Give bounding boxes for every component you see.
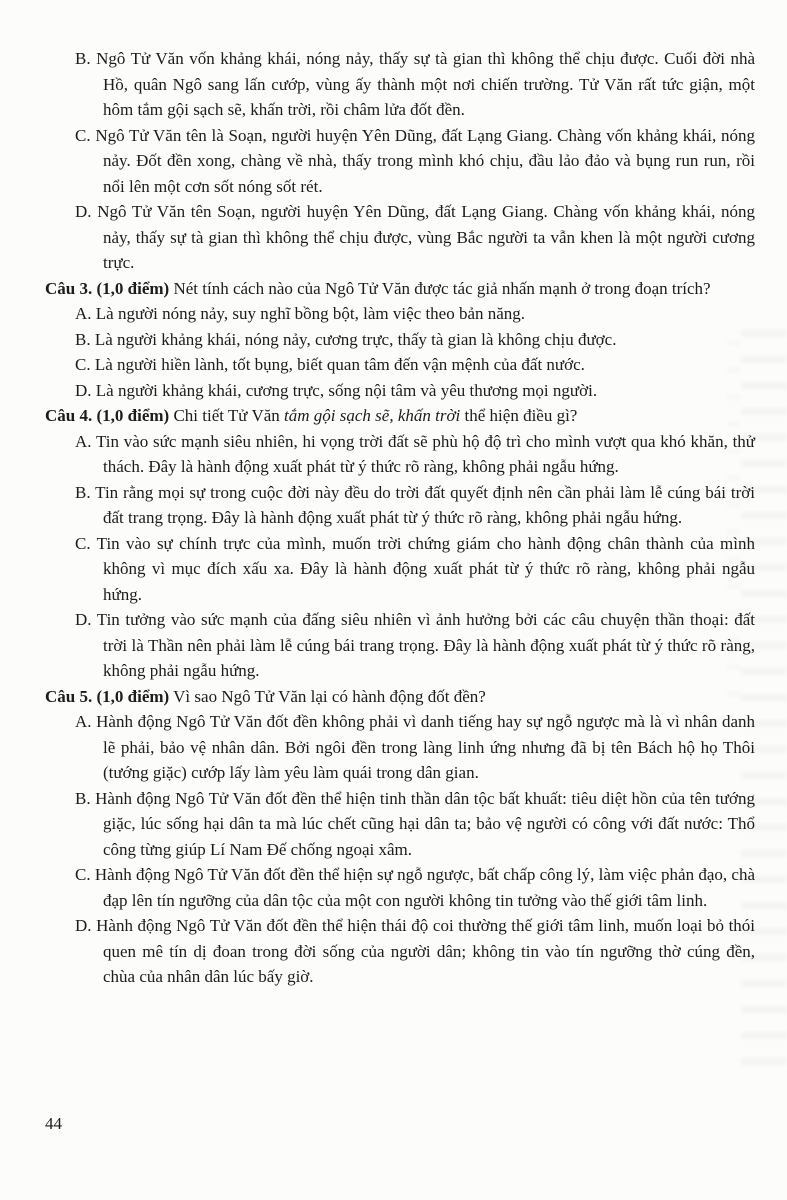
answer-option-b (75, 480, 755, 531)
question-text: Nét tính cách nào của Ngô Tử Văn được tác giả nhấn mạnh ở trong đoạn trích? (173, 278, 711, 298)
answer-option-d (75, 607, 755, 684)
answer-option-c (75, 352, 755, 378)
answer-option-a (75, 429, 755, 480)
answer-option-b (75, 46, 755, 123)
answer-option-c (75, 123, 755, 200)
option-text: Hành động Ngô Tử Văn đốt đền thể hiện tinh thần dân tộc bất khuất: tiêu diệt hồn của tên tướng giặc, lúc sống hại dân ta mà lúc chết cũng hại dân ta; bảo vệ người có công với đất nước: Thổ công từng giúp Lí Nam Đế chống ngoại xâm. (95, 788, 755, 859)
answer-option-d (75, 378, 755, 404)
option-text: Là người khảng khái, nóng nảy, cương trực, thấy tà gian là không chịu được. (94, 329, 617, 349)
answer-option-b (75, 327, 755, 353)
option-text: Là người nóng nảy, suy nghĩ bồng bột, làm việc theo bản năng. (95, 304, 526, 323)
question-text: Vì sao Ngô Tử Văn lại có hành động đốt đền? (173, 686, 486, 706)
question-3-options (75, 301, 755, 403)
option-letter: C. (75, 533, 91, 553)
option-text: Tin vào sức mạnh siêu nhiên, hi vọng trời đất sẽ phù hộ độ trì cho mình vượt qua khó khăn, thử thách. Đây là hành động xuất phát từ ý thức rõ ràng, không phải ngẫu hứng. (95, 431, 756, 476)
option-text: Tin rằng mọi sự trong cuộc đời này đều do trời đất quyết định nên cần phải làm lễ cúng bái trời đất trang trọng. Đây là hành động xuất phát từ ý thức rõ ràng, không phải ngẫu hứng. (95, 482, 755, 527)
question-4-options (75, 429, 755, 684)
question-3 (45, 276, 755, 302)
question-quote-italic: tắm gội sạch sẽ, khấn trời (284, 406, 461, 425)
question-text: Chi tiết Tử Văn (173, 406, 280, 425)
page-number: 44 (45, 1114, 62, 1133)
question-label: Câu 4. (1,0 điểm) (45, 406, 170, 425)
question-label: Câu 3. (1,0 điểm) (45, 278, 170, 298)
question-5-options (75, 709, 755, 990)
option-letter: C. (75, 125, 91, 145)
option-letter: B. (75, 329, 91, 349)
answer-option-a (75, 709, 755, 786)
option-text: Ngô Tử Văn tên là Soạn, người huyện Yên Dũng, đất Lạng Giang. Chàng vốn khảng khái, nóng nảy. Đốt đền xong, chàng về nhà, thấy trong mình khó chịu, đầu lảo đảo và bụng run run, rồi nổi lên một cơn sốt nóng sốt rét. (95, 125, 755, 196)
option-letter: A. (75, 304, 92, 323)
option-letter: A. (75, 431, 92, 451)
option-letter: B. (75, 49, 91, 68)
option-text: Tin tưởng vào sức mạnh của đấng siêu nhiên vì ảnh hưởng bởi các câu chuyện thần thoại: đất trời là Thần nên phải làm lễ cúng bái trang trọng. Đây là hành động xuất phát từ ý thức rõ ràng, không phải ngẫu hứng. (96, 610, 756, 680)
option-text: Hành động Ngô Tử Văn đốt đền không phải vì danh tiếng hay sự ngỗ ngược mà là vì nhân danh lẽ phải, bảo vệ nhân dân. Bởi ngôi đền trong làng linh ứng nhưng đã bị tên Bách hộ họ Thôi (tướng giặc) cướp lấy làm yêu làm quái trong dân gian. (96, 712, 755, 782)
top-options-group (75, 46, 755, 276)
option-letter: B. (75, 788, 91, 808)
option-letter: A. (75, 712, 92, 731)
option-text: Hành động Ngô Tử Văn đốt đền thể hiện thái độ coi thường thế giới tâm linh, muốn loại bỏ thói quen mê tín dị đoan trong đời sống của người dân; không tin vào tín ngưỡng thờ cúng đền, chùa của nhân dân lúc bấy giờ. (96, 916, 756, 986)
option-letter: C. (75, 355, 91, 374)
option-letter: B. (75, 482, 91, 502)
option-text: Hành động Ngô Tử Văn đốt đền thể hiện sự ngỗ ngược, bất chấp công lý, làm việc phản đạo, chà đạp lên tín ngưỡng của dân tộc của một con người không tin tưởng vào thế giới tâm linh. (94, 865, 756, 910)
answer-option-b (75, 786, 755, 863)
answer-option-c (75, 862, 755, 913)
answer-option-d (75, 199, 755, 276)
question-5 (45, 684, 755, 710)
option-text: Ngô Tử Văn tên Soạn, người huyện Yên Dũng, đất Lạng Giang. Chàng vốn khảng khái, nóng nảy, thấy sự tà gian thì không thể chịu được, vùng Bắc người ta vẫn khen là một người cương trực. (97, 202, 756, 272)
question-label: Câu 5. (1,0 điểm) (45, 686, 170, 706)
option-letter: D. (75, 380, 92, 400)
option-text: Ngô Tử Văn vốn khảng khái, nóng nảy, thấy sự tà gian thì không thể chịu được. Cuối đời nhà Hồ, quân Ngô sang lấn cướp, vùng ấy thành một nơi chiến trường. Tử Văn rất tức giận, một hôm tắm gội sạch sẽ, khấn trời, rồi châm lửa đốt đền. (96, 49, 756, 119)
option-text: Là người hiền lành, tốt bụng, biết quan tâm đến vận mệnh của đất nước. (94, 355, 585, 374)
answer-option-d (75, 913, 755, 990)
option-text: Là người khảng khái, cương trực, sống nội tâm và yêu thương mọi người. (95, 380, 598, 400)
option-letter: C. (75, 865, 91, 884)
option-letter: D. (75, 610, 92, 629)
option-letter: D. (75, 202, 92, 221)
document-body (45, 46, 755, 990)
option-letter: D. (75, 916, 92, 935)
answer-option-a (75, 301, 755, 327)
answer-option-c (75, 531, 755, 608)
option-text: Tin vào sự chính trực của mình, muốn trời chứng giám cho hành động chân thành của mình không vì mục đích xấu xa. Đây là hành động xuất phát từ ý thức rõ ràng, không phải ngẫu hứng. (96, 533, 755, 604)
question-text: thể hiện điều gì? (464, 406, 578, 425)
question-4 (45, 403, 755, 429)
